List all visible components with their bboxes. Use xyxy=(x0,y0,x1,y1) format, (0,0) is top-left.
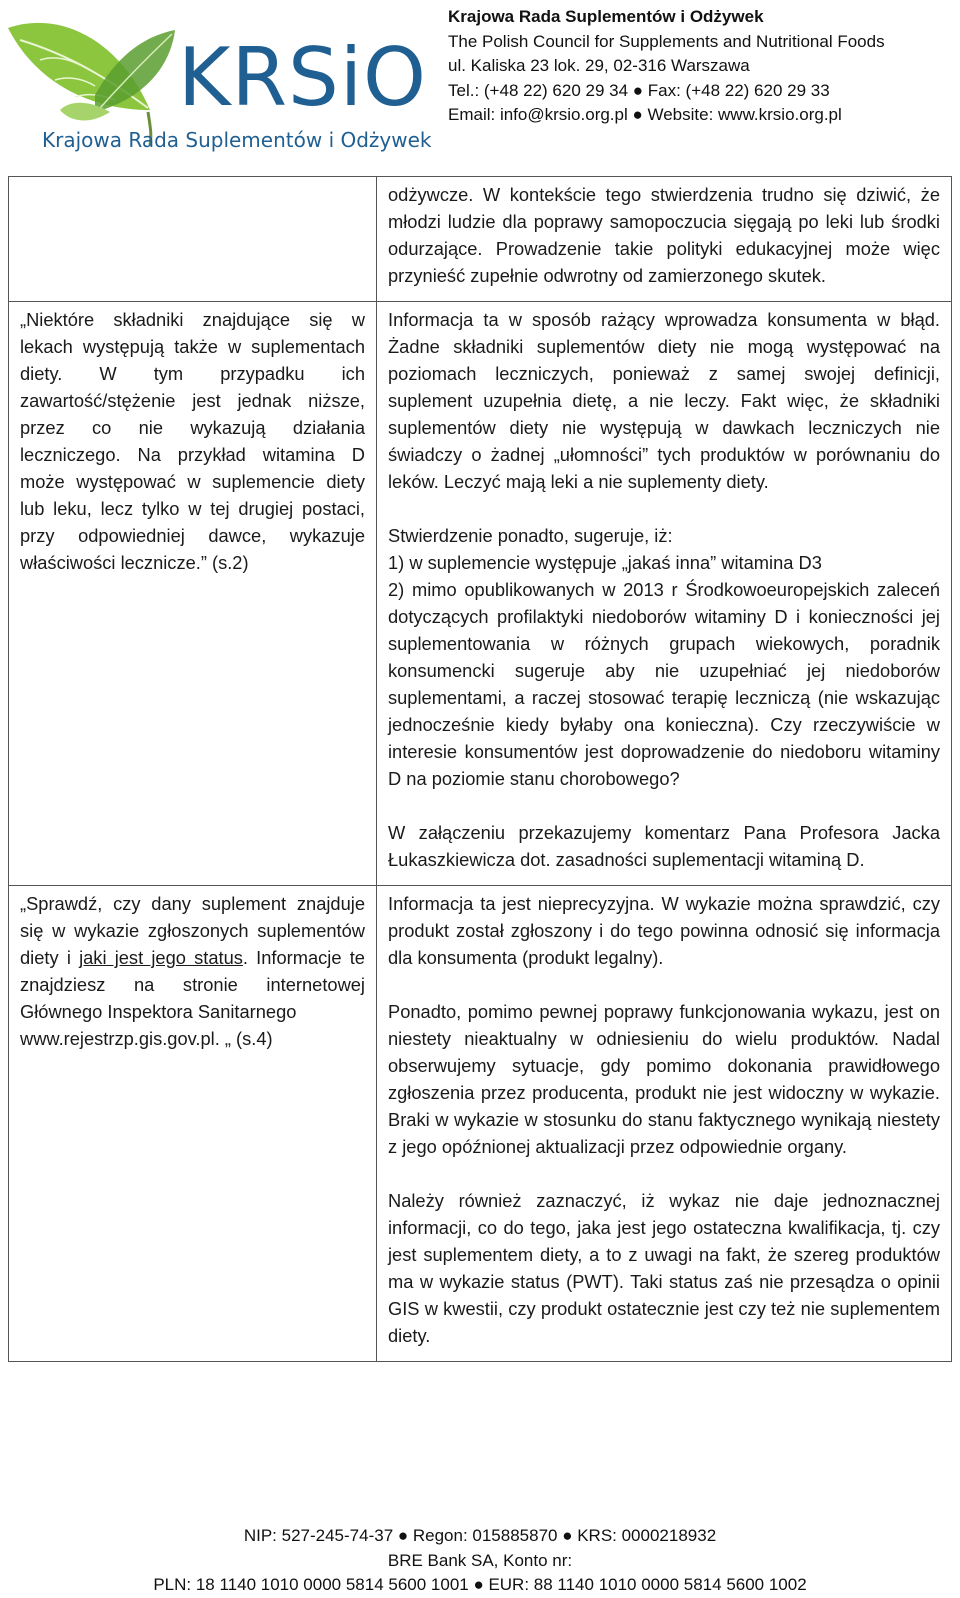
comments-table xyxy=(8,176,952,1362)
comment-paragraph: Należy również zaznaczyć, iż wykaz nie daje jednoznacznej informacji, co do tego, jaka jest jego ostateczna kwalifikacja, tj. czy jest suplementem diety, a to z uwagi na fakt, że szereg produktów ma w wykazie status (PWT). Taki status zaś nie przesądza o opinii GIS w kwestii, czy produkt ostatecznie jest czy też nie suplementem diety. xyxy=(388,1190,940,1346)
comment-paragraph: Ponadto, pomimo pewnej poprawy funkcjonowania wykazu, jest on niestety nieaktualny w odniesieniu do wielu produktów. Nadal obserwujemy sytuacje, gdy pomimo dokonania prawidłowego zgłoszenia przez producenta, produkt nie jest widoczny w wykazie. Braki w wykazie w stosunku do stanu faktycznego wynikają niestety z jego opóźnionej aktualizacji przez odpowiednie organy. xyxy=(388,1001,940,1157)
logo-subtitle: Krajowa Rada Suplementów i Odżywek xyxy=(42,128,432,152)
footer-registration-ids: NIP: 527-245-74-37 ● Regon: 015885870 ● KRS: 0000218932 xyxy=(243,1526,717,1545)
quote-paragraph: „Niektóre składniki znajdujące się w lekach występują także w suplementach diety. W tym przypadku ich zawartość/stężenie jest jednak niższe, przez co nie wykazują działania leczniczego. Na przykład witamina D może występować w suplemencie diety lub leku, lecz tylko w tej drugiej postaci, przy odpowiedniej dawce, wykazuje właściwości lecznicze.” (s.2) xyxy=(20,309,365,573)
org-address: ul. Kaliska 23 lok. 29, 02-316 Warszawa xyxy=(448,56,750,75)
table-row xyxy=(9,177,952,302)
table-cell-comment xyxy=(377,302,952,886)
list-item: 1) w suplemencie występuje „jakaś inna” witamina D3 xyxy=(388,552,822,573)
table-cell-comment xyxy=(377,886,952,1362)
list-intro: Stwierdzenie ponadto, sugeruje, iż: xyxy=(388,525,673,546)
table-cell-quote xyxy=(9,886,377,1362)
org-phone-fax: Tel.: (+48 22) 620 29 34 ● Fax: (+48 22) 620 29 33 xyxy=(448,80,830,100)
list-item: 2) mimo opublikowanych w 2013 r Środkowoeuropejskich zaleceń dotyczących profilaktyki niedoborów witaminy D i konieczności jej suplementowania w różnych grupach wiekowych, poradnik konsumencki sugeruje aby nie uzupełniać jej niedoborów suplementami, a raczej stosować terapię leczniczą (nie wskazując jednocześnie kiedy byłaby ona konieczna). Czy rzeczywiście w interesie konsumentów jest doprowadzenie do niedoboru witaminy D na poziomie stanu chorobowego? xyxy=(388,579,940,789)
table-row xyxy=(9,886,952,1362)
contact-block xyxy=(448,5,885,128)
comment-paragraph: odżywcze. W kontekście tego stwierdzenia trudno się dziwić, że młodzi ludzie dla poprawy samopoczucia sięgają po leki lub środki odurzające. Prowadzenie takie polityki edukacyjnej może więc przynieść zupełnie odwrotny od zamierzonego skutek. xyxy=(388,184,940,286)
quote-paragraph xyxy=(20,890,365,1052)
footer-bank-accounts: PLN: 18 1140 1010 0000 5814 5600 1001 ● EUR: 88 1140 1010 0000 5814 5600 1002 xyxy=(153,1575,807,1594)
quote-underlined-text: jaki jest jego status xyxy=(79,947,243,968)
org-email-website: Email: info@krsio.org.pl ● Website: www.krsio.org.pl xyxy=(448,105,842,124)
comment-paragraph: Informacja ta jest nieprecyzyjna. W wykazie można sprawdzić, czy produkt został zgłoszony i do tego powinna odnosić się informacja dla konsumenta (produkt legalny). xyxy=(388,893,940,968)
org-name-english: The Polish Council for Supplements and Nutritional Foods xyxy=(448,31,885,51)
quote-url-line: www.rejestrzp.gis.gov.pl. „ (s.4) xyxy=(20,1028,273,1049)
logo-wordmark: KRSiO xyxy=(178,31,428,124)
table-cell-quote xyxy=(9,177,377,302)
quote-text: „Sprawdź, czy dany suplement znajduje się w wykazie zgłoszonych suplementów diety i xyxy=(20,893,365,968)
table-row xyxy=(9,302,952,886)
letterhead xyxy=(0,0,960,170)
quote-text: . Informacje te znajdziesz na stronie internetowej Głównego Inspektora Sanitarnego xyxy=(20,947,365,1022)
page-footer xyxy=(0,1524,960,1598)
table-cell-quote xyxy=(9,302,377,886)
comment-list xyxy=(388,522,940,792)
comment-paragraph: Informacja ta w sposób rażący wprowadza konsumenta w błąd. Żadne składniki suplementów diety nie mogą występować na poziomach leczniczych, ponieważ z samej swojej definicji, suplement uzupełnia dietę, a nie leczy. Fakt więc, że składniki suplementów diety nie występują w dawkach leczniczych nie świadczy o żadnej „ułomności” tych produktów w porównaniu do leków. Leczyć mają leki a nie suplementy diety. xyxy=(388,309,940,492)
krsio-logo xyxy=(0,0,432,165)
footer-bank: BRE Bank SA, Konto nr: xyxy=(387,1550,573,1570)
comment-paragraph: W załączeniu przekazujemy komentarz Pana Profesora Jacka Łukaszkiewicza dot. zasadności suplementacji witaminą D. xyxy=(388,822,940,870)
table-cell-comment xyxy=(377,177,952,302)
org-name: Krajowa Rada Suplementów i Odżywek xyxy=(448,7,764,26)
